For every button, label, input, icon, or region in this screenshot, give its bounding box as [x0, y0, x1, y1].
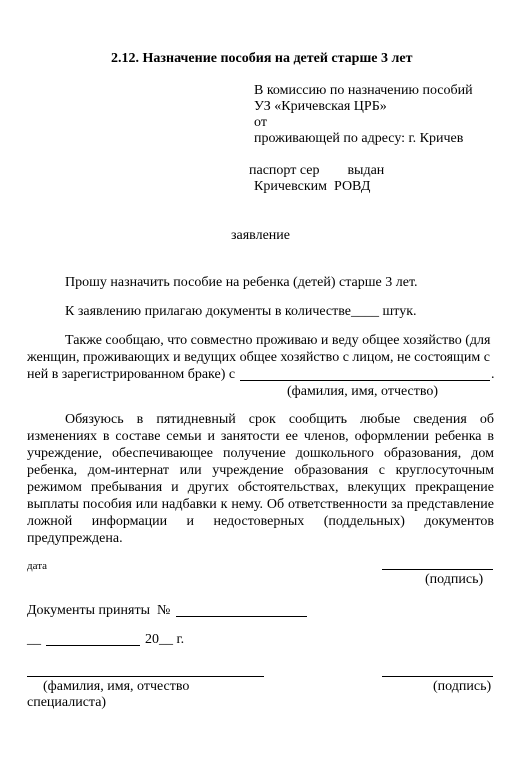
addressee-line-4: проживающей по адресу: г. Кричев — [254, 131, 464, 146]
specialist-signature-line — [382, 676, 493, 677]
accepted-month-line — [46, 645, 140, 646]
paragraph-attachments: К заявлению прилагаю документы в количестве____ штук. — [65, 304, 417, 319]
document-title: 2.12. Назначение пособия на детей старше 3 лет — [111, 51, 413, 66]
issuer-line: Кричевским РОВД — [254, 179, 371, 194]
paragraph-request: Прошу назначить пособие на ребенка (детей) старше 3 лет. — [65, 275, 418, 290]
specialist-signature-caption: (подпись) — [433, 679, 492, 694]
applicant-signature-line — [382, 569, 493, 570]
sentence-end: . — [491, 367, 495, 382]
paragraph-obligation: Обязуюсь в пятидневный срок сообщить любые сведения об изменениях в составе семьи и занятости ее членов, оформлении ребенка в учреждение, обеспечивающее получение дошкольного образования, дом ребенка, дом-интернат или учреждение образования с круглосуточным режимом пребывания и других обстоятельствах, влекущих прекращение выплаты пособия или надбавки к нему. Об ответственности за представление ложной информации и недостоверных (поддельных) документов предупреждена. — [27, 412, 494, 546]
specialist-name-line — [27, 676, 264, 677]
cohabitant-name-line — [240, 380, 490, 381]
addressee-line-2: УЗ «Кричевская ЦРБ» — [254, 99, 387, 114]
paragraph-cohabitation-line-1: Также сообщаю, что совместно проживаю и веду общее хозяйство (для — [65, 333, 491, 348]
cohabitant-name-caption: (фамилия, имя, отчество) — [287, 384, 439, 399]
specialist-name-caption: (фамилия, имя, отчество — [43, 679, 190, 694]
accepted-label: Документы приняты № — [27, 603, 171, 618]
registration-number-line — [176, 616, 307, 617]
paragraph-cohabitation-line-3: ней в зарегистрированном браке) с — [27, 367, 236, 382]
passport-line: паспорт сер выдан — [249, 163, 385, 178]
applicant-signature-caption: (подпись) — [425, 572, 484, 587]
date-label: дата — [27, 560, 48, 572]
addressee-line-1: В комиссию по назначению пособий — [254, 83, 473, 98]
addressee-line-3: от — [254, 115, 267, 130]
accepted-day-blank: __ — [27, 632, 41, 647]
specialist-caption-continued: специалиста) — [27, 695, 107, 710]
paragraph-cohabitation-line-2: женщин, проживающих и ведущих общее хозяйство с лицом, не состоящим с — [27, 350, 490, 365]
doc-type-heading: заявление — [231, 228, 291, 243]
accepted-year: 20__ г. — [145, 632, 185, 647]
